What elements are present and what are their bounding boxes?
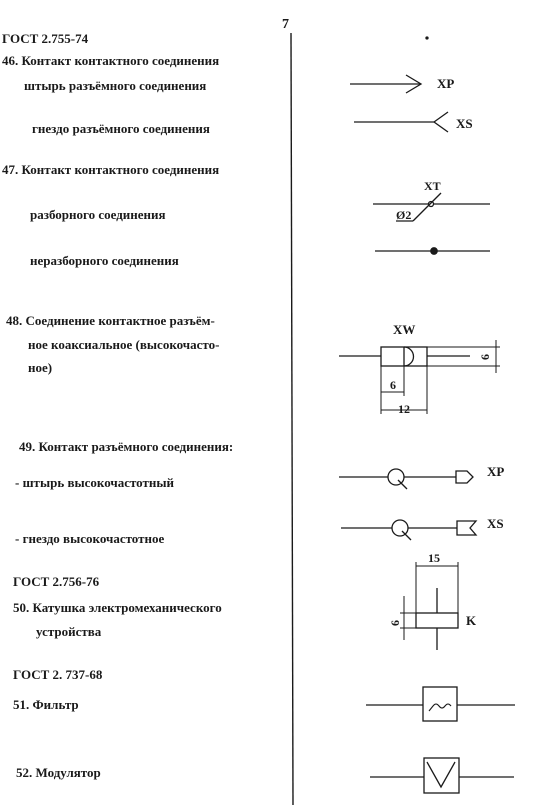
gost-heading-1: ГОСТ 2.755-74	[2, 31, 89, 46]
permanent-contact-symbol	[375, 248, 490, 254]
detachable-contact-symbol	[373, 193, 490, 221]
item-50-line-2: устройства	[36, 624, 102, 639]
dim-6-vertical: 6	[478, 354, 492, 360]
item-48-line-1: 48. Соединение контактное разъём-	[6, 313, 215, 328]
dim-12: 12	[398, 402, 410, 416]
item-48-line-2: ное коаксиальное (высокочасто-	[28, 337, 220, 352]
gost-heading-3: ГОСТ 2. 737-68	[13, 667, 103, 682]
modulator-symbol	[370, 758, 514, 793]
xp-label-1: XP	[437, 76, 455, 91]
item-50-line-1: 50. Катушка электромеханического	[13, 600, 222, 615]
filter-symbol	[366, 687, 515, 721]
item-47-permanent: неразборного соединения	[30, 253, 179, 268]
item-47-detachable: разборного соединения	[30, 207, 166, 222]
coaxial-connector-symbol	[339, 340, 500, 414]
speck	[426, 37, 428, 39]
item-46-pin: штырь разъёмного соединения	[24, 78, 207, 93]
pin-arrow-symbol	[350, 75, 421, 93]
diameter-label: Ø2	[396, 208, 412, 222]
xs-label-2: XS	[487, 516, 504, 531]
item-49-socket: - гнездо высокочастотное	[15, 531, 165, 546]
socket-fork-symbol	[354, 112, 448, 132]
xw-label: XW	[393, 322, 416, 337]
coil-k-label: K	[466, 613, 477, 628]
gost-heading-2: ГОСТ 2.756-76	[13, 574, 100, 589]
hf-socket-symbol	[341, 520, 476, 540]
item-46-socket: гнездо разъёмного соединения	[32, 121, 210, 136]
dim-6-coil: 6	[388, 620, 402, 626]
item-51: 51. Фильтр	[13, 697, 79, 712]
item-46-title: 46. Контакт контактного соединения	[2, 53, 220, 68]
xs-label-1: XS	[456, 116, 473, 131]
page-number: 7	[282, 17, 289, 32]
coil-symbol	[400, 562, 458, 650]
dim-15: 15	[428, 551, 440, 565]
column-divider	[291, 33, 293, 805]
xp-label-2: XP	[487, 464, 505, 479]
item-49-pin: - штырь высокочастотный	[15, 475, 175, 490]
hf-pin-symbol	[339, 469, 473, 489]
dim-6-horizontal: 6	[390, 378, 396, 392]
xt-label: XT	[424, 179, 441, 193]
item-47-title: 47. Контакт контактного соединения	[2, 162, 220, 177]
item-49-title: 49. Контакт разъёмного соединения:	[19, 439, 234, 454]
item-52: 52. Модулятор	[16, 765, 101, 780]
item-48-line-3: ное)	[28, 360, 53, 375]
